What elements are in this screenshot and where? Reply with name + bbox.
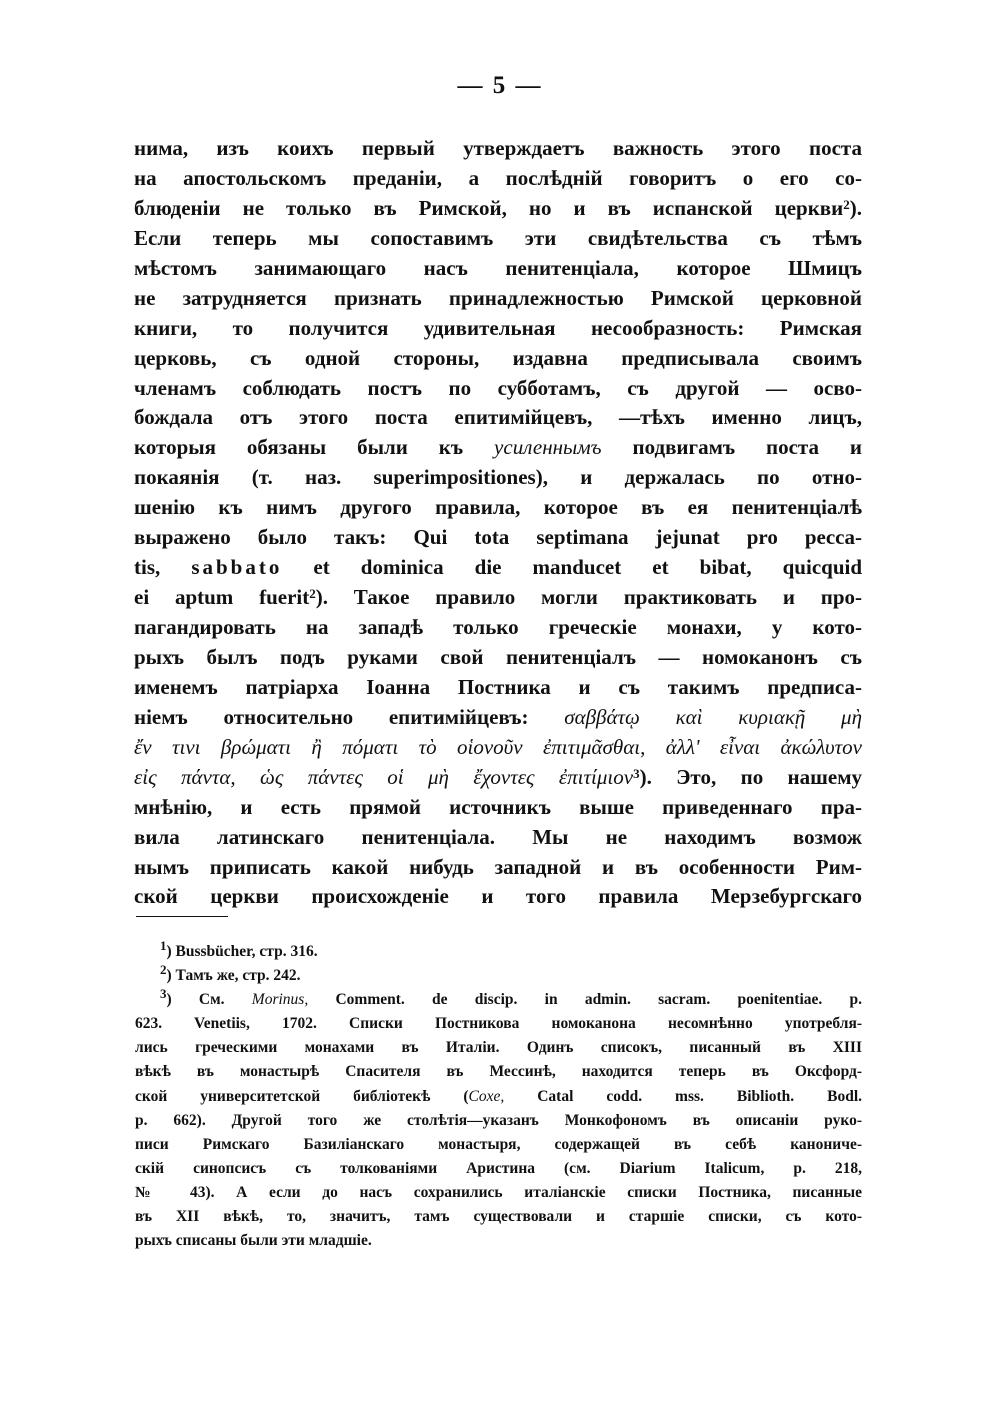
footnote-line: № 43). А если до насъ сохранились италіанскіе списки Постника, писанные — [135, 1183, 862, 1201]
text-line: рыхъ былъ подъ руками свой пенитенціалъ — номоканонъ съ — [134, 644, 862, 669]
footnote-number: 1 — [160, 938, 167, 953]
text-segment: tis, — [134, 555, 161, 580]
text-line — [134, 703, 862, 733]
footnote-line: 623. Venetiis, 1702. Списки Постникова номоканона несомнѣнно употребля- — [135, 1015, 862, 1033]
text-line: на апостольскомъ преданіи, а послѣдній говоритъ о его со- — [134, 165, 862, 190]
text-segment: ei aptum fuerit — [134, 585, 310, 610]
footnote-line: лись греческими монахами въ Италіи. Одинъ списокъ, писанный въ XIII — [135, 1039, 862, 1057]
text-line: выражено было такъ: Qui tota septimana jejunat pro pecca- — [134, 525, 862, 550]
text-line — [134, 553, 862, 583]
text-line: нымъ приписать какой нибудь западной и въ особенности Рим- — [134, 854, 862, 879]
text-line: вила латинскаго пенитенціала. Мы не находимъ возмож — [134, 824, 862, 849]
footnote-line — [135, 1085, 862, 1109]
text-segment: ). — [849, 195, 862, 220]
footnote-text: ) Bussbücher, стр. 316. — [166, 943, 318, 960]
text-line: книги, то получится удивительная несообразность: Римская — [134, 315, 862, 340]
footnote-ref: 2 — [309, 586, 316, 602]
footnote-line: въ XII вѣкѣ, то, значитъ, тамъ существовали и старшіе списки, съ кото- — [135, 1208, 862, 1226]
text-line: нима, изъ коихъ первый утверждаетъ важность этого поста — [134, 136, 862, 160]
footnote-text: ) Тамъ же, стр. 242. — [166, 967, 301, 985]
text-line: покаянія (т. наз. superimpositiones), и держалась по отно- — [134, 465, 862, 490]
footnote-3 — [160, 988, 862, 1012]
footnote-text: Catal codd. mss. Biblioth. Bodl. — [537, 1087, 863, 1105]
text-line: Если теперь мы сопоставимъ эти свидѣтельства съ тѣмъ — [134, 225, 862, 250]
footnote-1 — [160, 940, 862, 964]
footnote-line: вѣкѣ въ монастырѣ Спасителя въ Мессинѣ, находится теперь въ Оксфорд- — [135, 1063, 862, 1081]
text-line — [134, 433, 862, 463]
footnote-text: Comment. de discip. in admin. sacram. poenitentiae. p. — [335, 991, 863, 1009]
text-segment: et dominica die manducet et bibat, quicquid — [313, 555, 863, 580]
footnote-line: скій синопсисъ съ толкованіями Аристина (см. Diarium Italicum, p. 218, — [135, 1159, 862, 1177]
footnote-line: рыхъ списаны были эти младшіе. — [135, 1232, 372, 1250]
text-segment: подвигамъ поста и — [632, 435, 863, 460]
footnotes — [135, 938, 863, 1253]
footnote-number: 2 — [160, 962, 167, 978]
footnote-2 — [160, 964, 862, 988]
footnote-text: ской университетской библіотекѣ ( — [135, 1087, 469, 1105]
main-text — [134, 134, 862, 912]
text-segment: ). Такое правило могли практиковать и про- — [315, 585, 862, 610]
text-line: мнѣнію, и есть прямой источникъ выше приведеннаго пра- — [134, 794, 862, 819]
text-segment: блюденіи не только въ Римской, но и въ испанской церкви — [134, 195, 844, 220]
greek-text: εἰς πάντα, ὡς πάντες οἱ μὴ ἔχοντες ἐπιτίμιον — [134, 764, 634, 789]
text-line: именемъ патріарха Іоанна Постника и съ такимъ предписа- — [134, 674, 862, 699]
text-line: церковь, съ одной стороны, издавна предписывала своимъ — [134, 345, 862, 370]
text-line — [134, 763, 862, 793]
text-line: ской церкви происхожденіе и того правила Мерзебургскаго — [134, 884, 862, 909]
text-line: шенію къ нимъ другого правила, которое въ ея пенитенціалѣ — [134, 495, 862, 520]
text-line — [134, 194, 862, 224]
text-line: мѣстомъ занимающаго насъ пенитенціала, которое Шмицъ — [134, 255, 862, 280]
footnote-number: 3 — [160, 986, 167, 1002]
greek-text-line: ἔν τινι βρώματι ἢ πόματι τὸ οἱονοῦν ἐπιτιμᾶσθαι, ἀλλ' εἶναι ἀκώλυτον — [134, 734, 862, 759]
spaced-text: sabbato — [191, 555, 283, 580]
text-line: членамъ соблюдать постъ по субботамъ, съ другой — осво- — [134, 375, 862, 400]
footnote-text: ) См. — [166, 991, 225, 1009]
text-line — [134, 583, 862, 613]
text-line: бождала отъ этого поста епитимійцевъ, —тѣхъ именно лицъ, — [134, 405, 862, 430]
footnote-ref: 3 — [633, 765, 640, 781]
italic-text: усиленнымъ — [494, 435, 602, 460]
italic-text: Morinus, — [251, 991, 309, 1009]
italic-text: Coxe, — [468, 1087, 505, 1105]
page-number: — 5 — — [457, 72, 543, 99]
text-line: пагандировать на западѣ только греческіе монахи, у кото- — [134, 615, 862, 639]
footnote-divider — [136, 916, 228, 917]
text-line: не затрудняется признать принадлежностью Римской церковной — [134, 285, 862, 310]
greek-text: σαββάτῳ καὶ κυριακῇ μὴ — [564, 704, 863, 729]
text-segment: ). Это, по нашему — [639, 764, 863, 789]
footnote-ref: 2 — [843, 196, 850, 212]
text-segment: которыя обязаны были къ — [134, 435, 464, 460]
footnote-line: p. 662). Другой того же столѣтія—указанъ Монкофономъ въ описаніи руко- — [135, 1111, 862, 1129]
text-segment: ніемъ относительно епитимійцевъ: — [134, 704, 529, 729]
footnote-line: писи Римскаго Базиліанскаго монастыря, содержащей въ себѣ канониче- — [135, 1135, 862, 1153]
